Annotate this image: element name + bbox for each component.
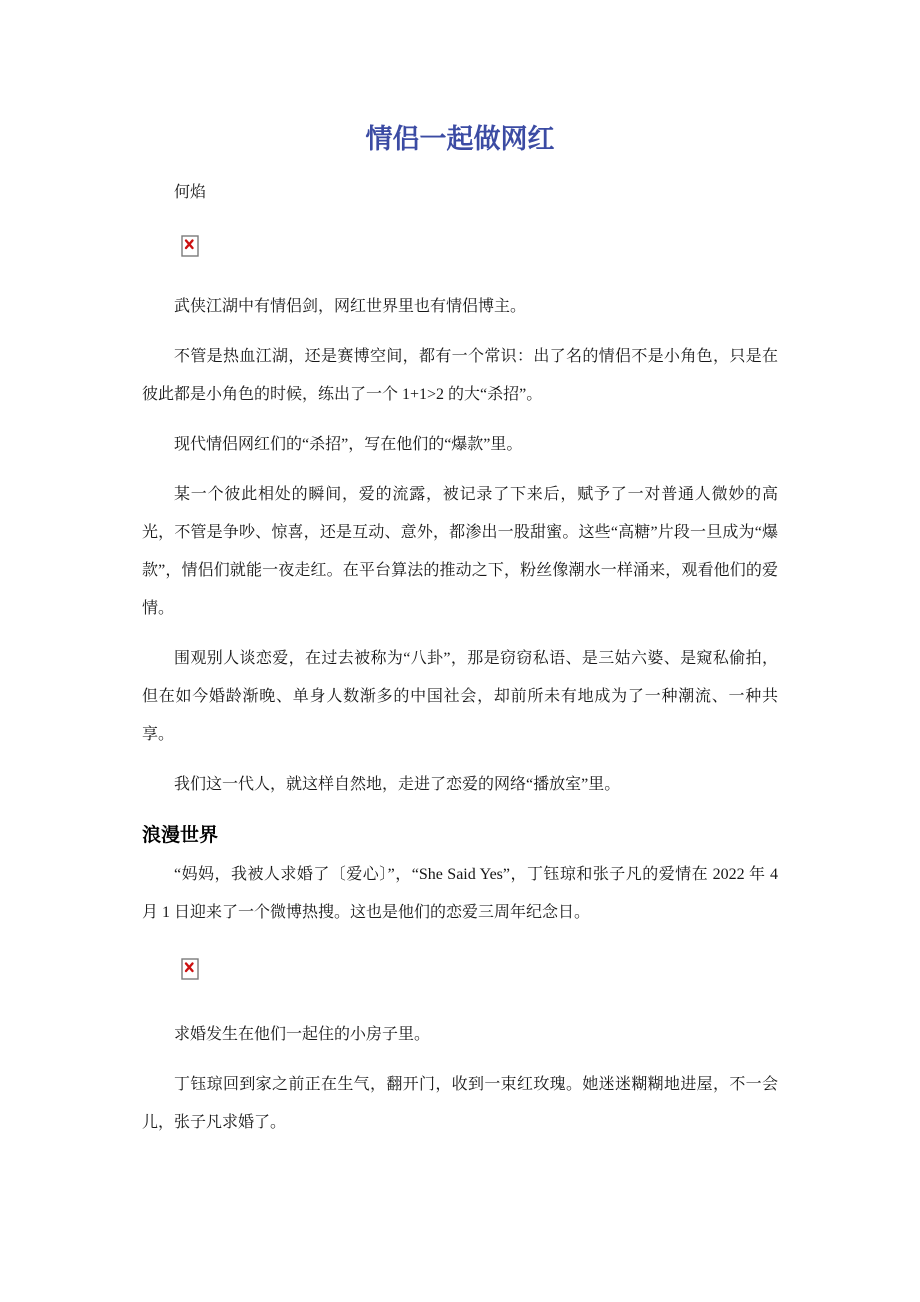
paragraph: 武侠江湖中有情侣剑，网红世界里也有情侣博主。 <box>174 298 527 315</box>
paragraph: 某一个彼此相处的瞬间，爱的流露，被记录了下来后，赋予了一对普通人微妙的高光，不管是争吵、惊喜，还是互动、意外，都渗出一股甜蜜。这些“高糖”片段一旦成为“爆款”，情侣们就能一夜走红。在平台算法的推动之下，粉丝像潮水一样涌来，观看他们的爱情。 <box>142 486 778 617</box>
paragraph: 我们这一代人，就这样自然地，走进了恋爱的网络“播放室”里。 <box>174 776 621 793</box>
article-author: 何焰 <box>174 184 207 201</box>
image-placeholder-block-2 <box>142 958 778 980</box>
broken-image-icon <box>181 235 199 257</box>
document-content <box>142 0 778 1142</box>
image-placeholder-block-1 <box>142 235 778 257</box>
broken-image-icon <box>181 958 199 980</box>
paragraph: 现代情侣网红们的“杀招”，写在他们的“爆款”里。 <box>174 436 523 453</box>
article-title: 情侣一起做网红 <box>365 124 555 154</box>
section-heading: 浪漫世界 <box>142 825 219 846</box>
paragraph: 求婚发生在他们一起住的小房子里。 <box>174 1026 431 1043</box>
paragraph: 不管是热血江湖，还是赛博空间，都有一个常识：出了名的情侣不是小角色，只是在彼此都是小角色的时候，练出了一个 1+1>2 的大“杀招”。 <box>142 348 778 403</box>
paragraph: 丁钰琼回到家之前正在生气，翻开门，收到一束红玫瑰。她迷迷糊糊地进屋，不一会儿，张子凡求婚了。 <box>142 1076 778 1131</box>
paragraph: 围观别人谈恋爱，在过去被称为“八卦”，那是窃窃私语、是三姑六婆、是窥私偷拍，但在如今婚龄渐晚、单身人数渐多的中国社会，却前所未有地成为了一种潮流、一种共享。 <box>142 650 778 743</box>
paragraph: “妈妈，我被人求婚了〔爱心〕”，“She Said Yes”，丁钰琼和张子凡的爱情在 2022 年 4 月 1 日迎来了一个微博热搜。这也是他们的恋爱三周年纪念日。 <box>142 866 778 921</box>
